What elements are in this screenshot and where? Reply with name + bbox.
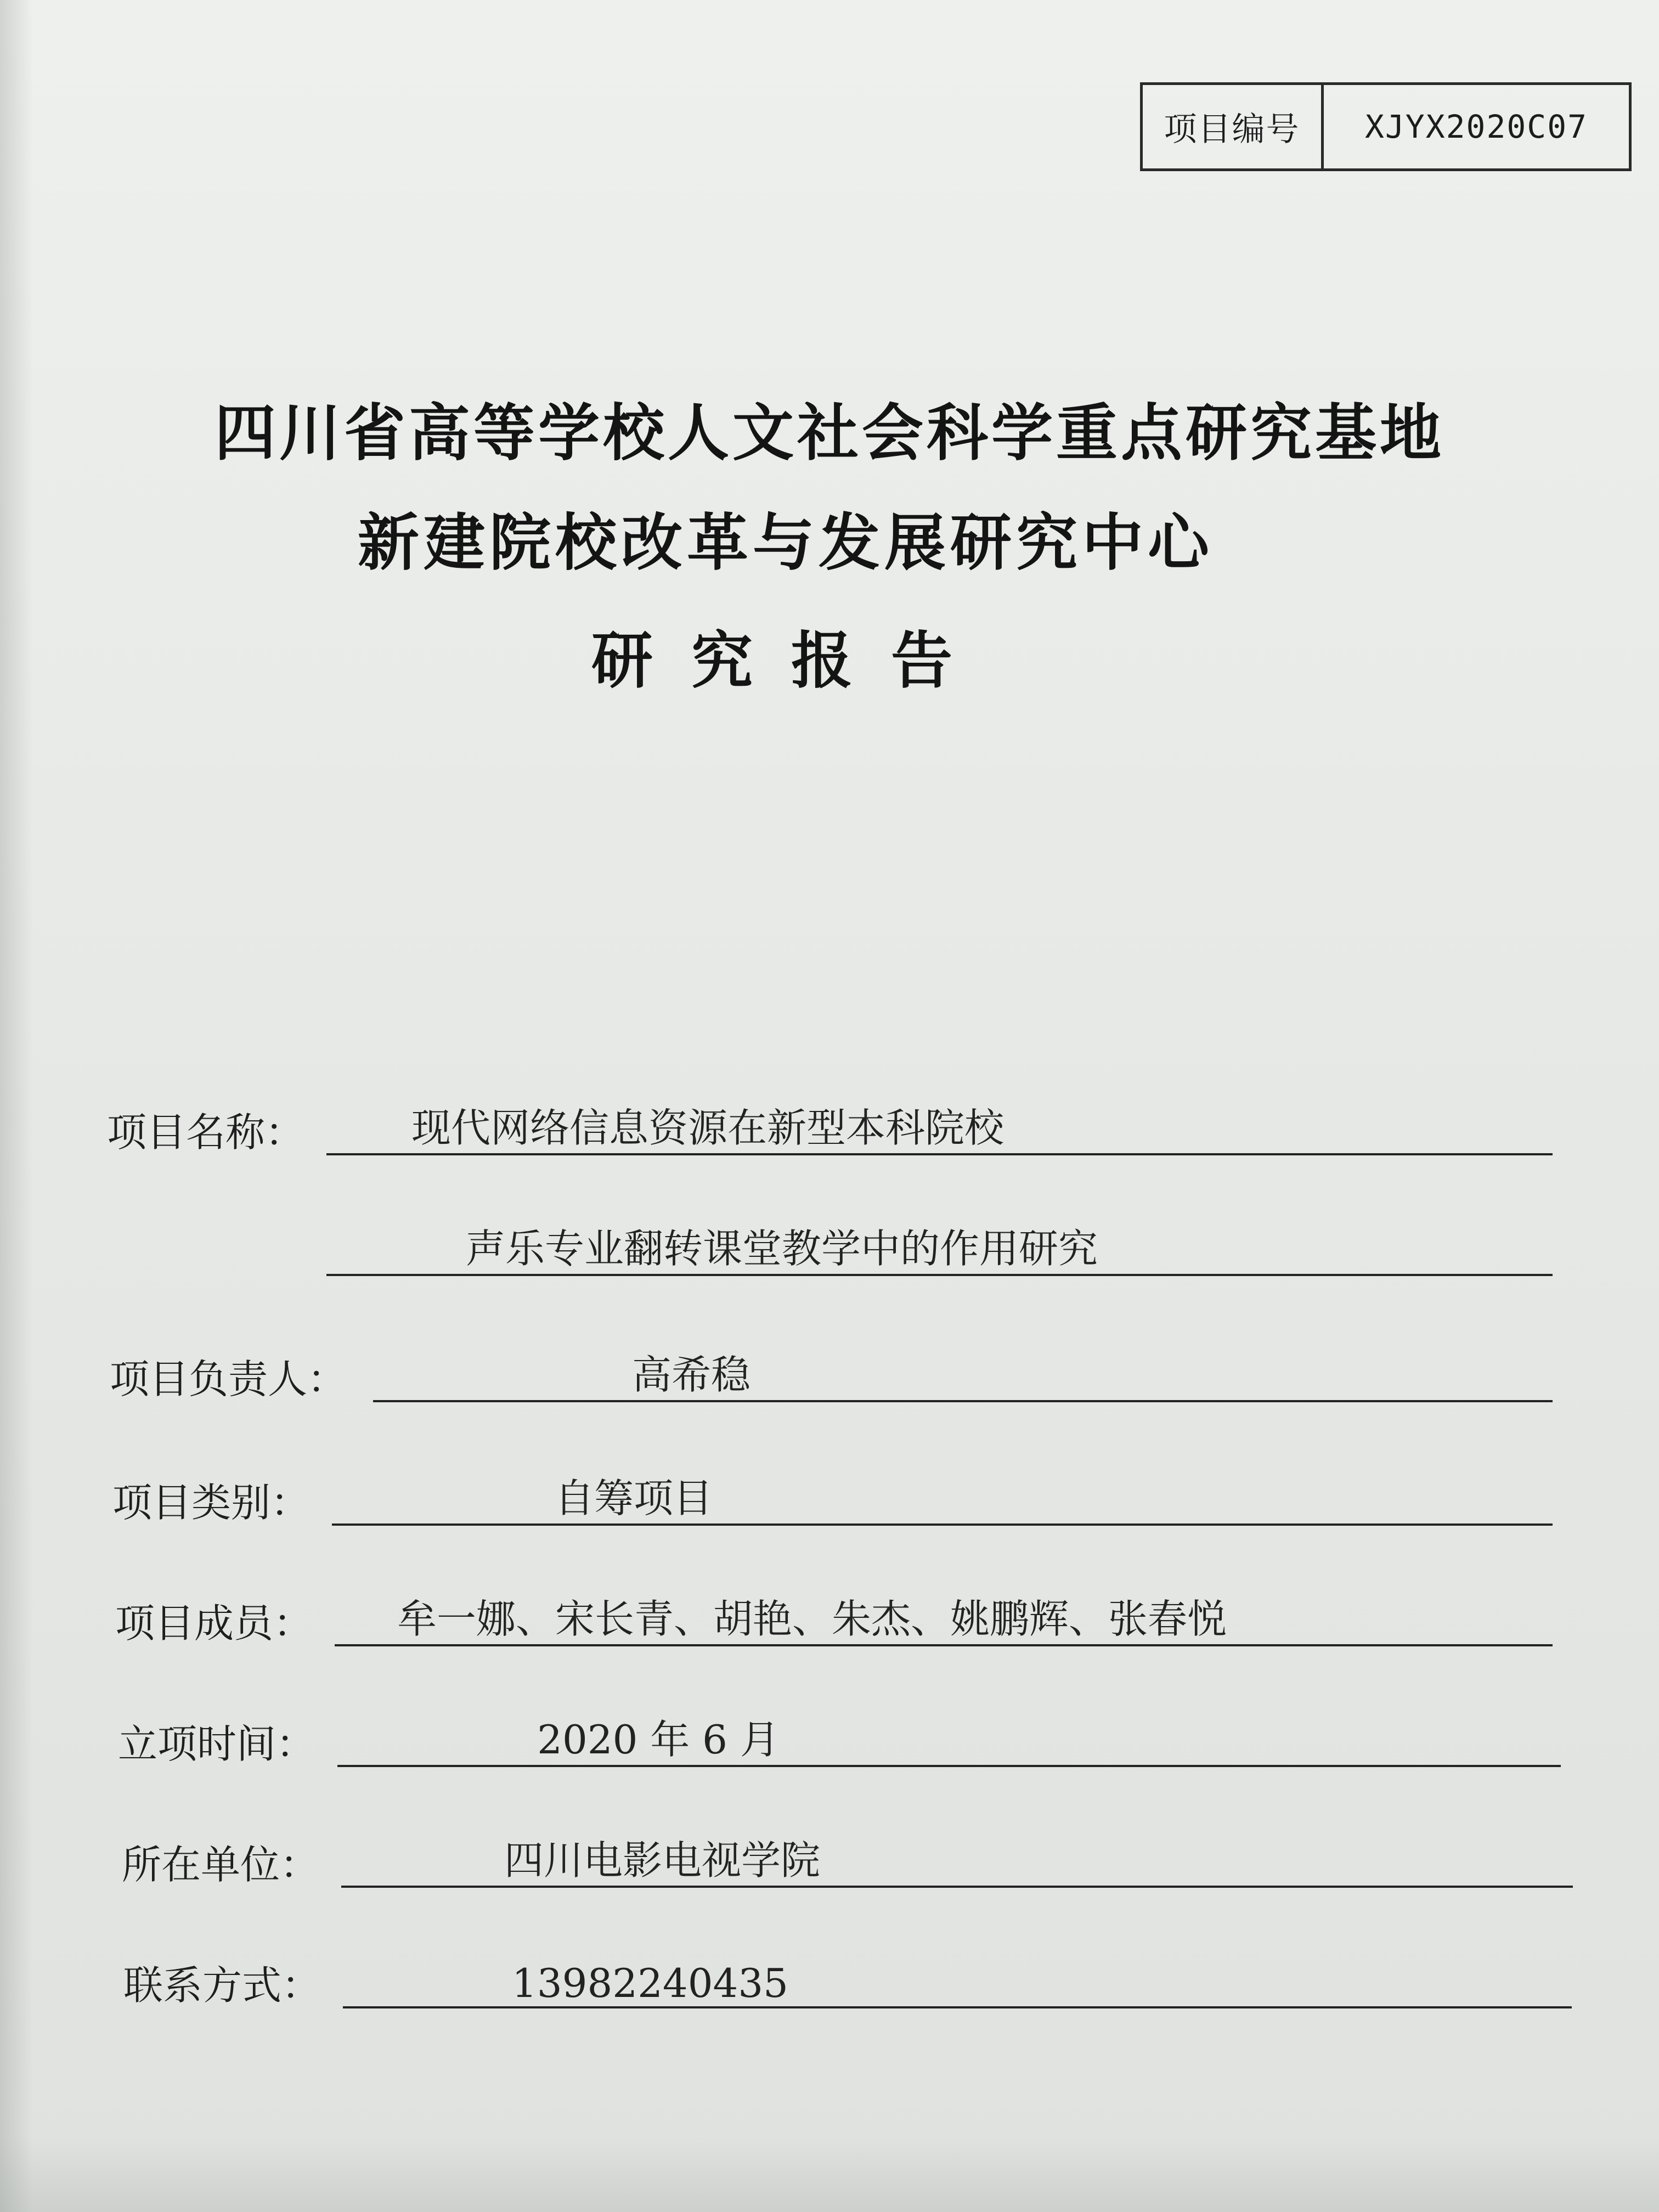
project-leader-underline [373,1400,1553,1402]
project-category-value: 自筹项目 [554,1475,713,1521]
project-number-value: XJYX2020C07 [1364,108,1588,145]
title-center: 新建院校改革与发展研究中心 [358,507,1214,579]
project-name-underline-2 [326,1274,1553,1276]
project-members-label: 项目成员： [115,1600,313,1646]
project-contact-value: 13982240435 [512,1960,788,2006]
project-contact-label: 联系方式： [123,1962,321,2008]
project-name-row-2 [326,1223,1553,1284]
project-date-underline [337,1765,1561,1767]
project-unit-underline [341,1886,1573,1888]
project-leader-row [110,1350,1553,1410]
project-category-label: 项目类别： [112,1480,311,1526]
project-date-value: 2020 年 6 月 [537,1717,780,1763]
project-members-underline [335,1644,1553,1646]
project-members-value: 牟一娜、宋长青、胡艳、朱杰、姚鹏辉、张春悦 [397,1596,1227,1642]
project-name-value-line1: 现代网络信息资源在新型本科院校 [411,1105,1004,1151]
project-unit-label: 所在单位： [122,1842,320,1888]
project-category-row [112,1473,1553,1533]
project-date-row [118,1714,1561,1775]
project-name-label: 项目名称： [107,1109,305,1155]
title-institution: 四川省高等学校人文社会科学重点研究基地 [215,398,1444,469]
project-unit-value: 四川电影电视学院 [504,1837,820,1883]
project-leader-value: 高希稳 [631,1352,751,1398]
project-name-underline [326,1153,1553,1155]
project-contact-row [123,1956,1572,2016]
project-name-value-line2: 声乐专业翻转课堂教学中的作用研究 [465,1226,1098,1272]
project-name-row [107,1103,1553,1163]
project-leader-label: 项目负责人： [110,1356,347,1402]
project-contact-underline [343,2006,1572,2008]
project-number-label: 项目编号 [1143,85,1324,168]
project-category-underline [332,1523,1553,1526]
title-report: 研究报告 [591,625,991,697]
page-bottom-shadow [0,2135,1659,2212]
project-date-label: 立项时间： [118,1721,316,1767]
page-edge-shadow [0,0,33,2212]
project-number-box [1140,82,1632,171]
project-unit-row [122,1835,1573,1895]
project-members-row [115,1594,1553,1654]
